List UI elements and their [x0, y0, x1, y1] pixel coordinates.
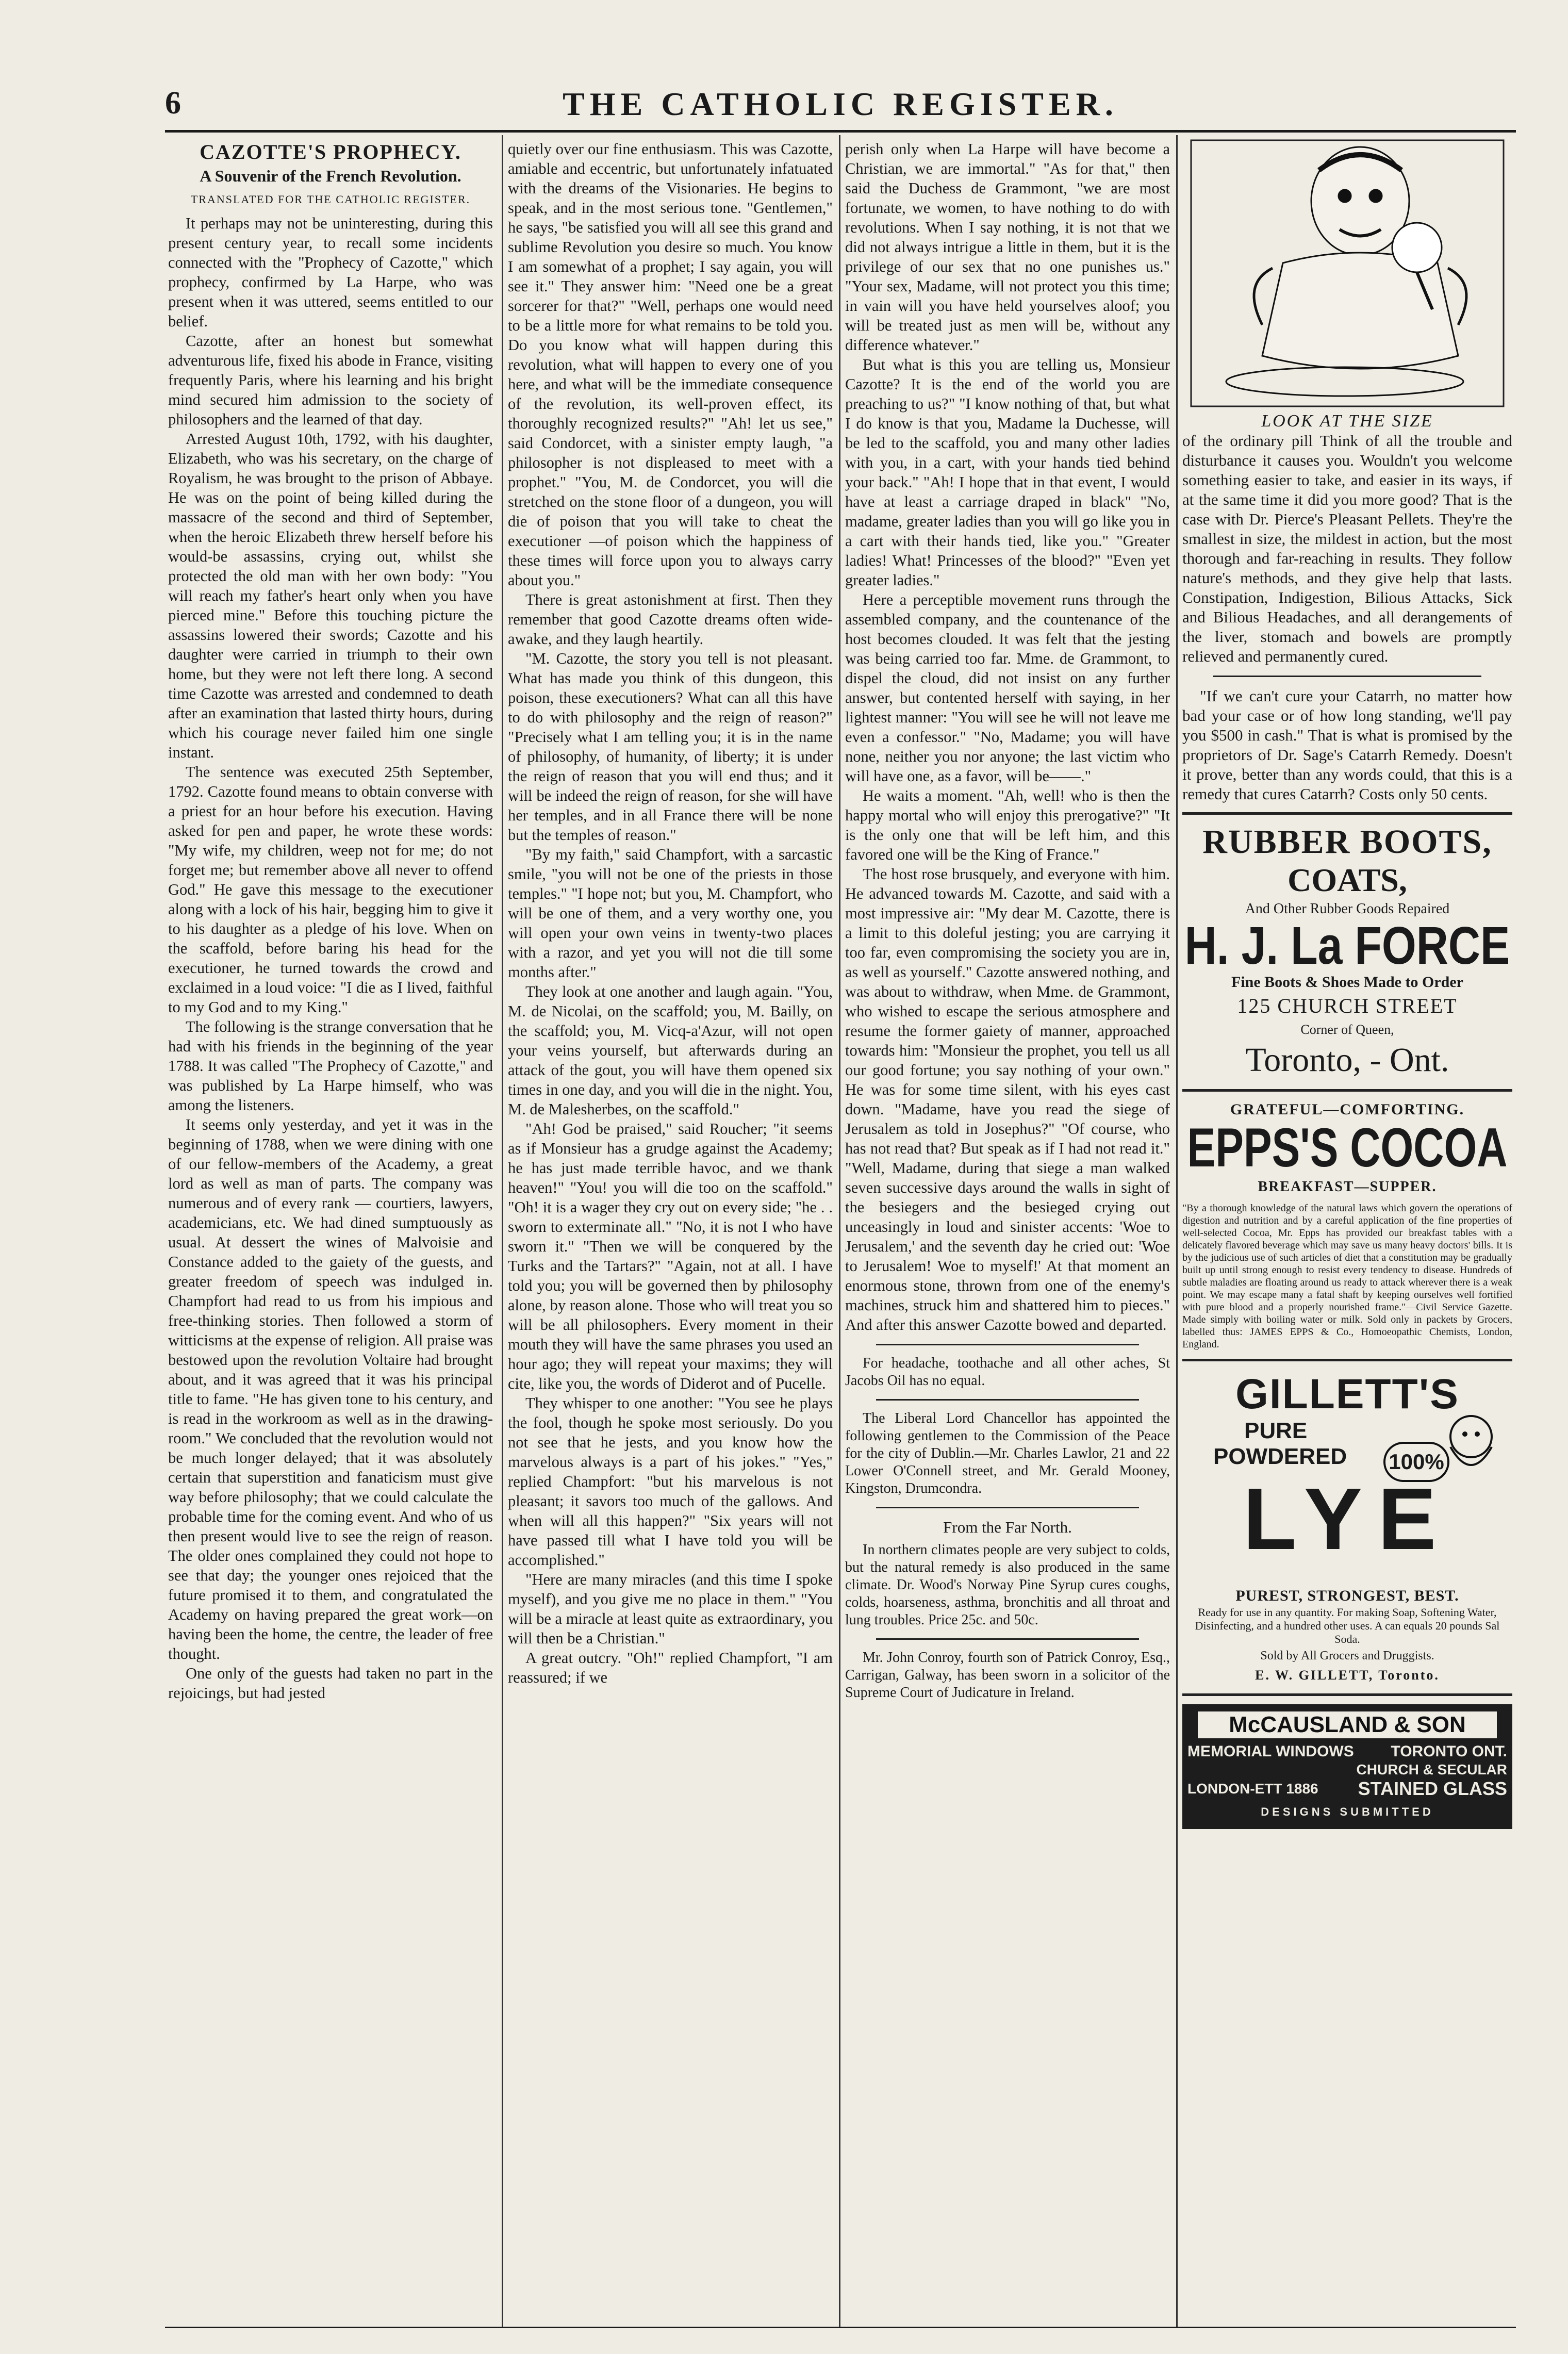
laforce-name: H. J. La FORCE [1184, 916, 1510, 976]
gillett-powdered: POWDERED [1213, 1444, 1347, 1469]
mccausland-ad [1182, 1704, 1512, 1829]
paragraph: "By my faith," said Champfort, with a sarcastic smile, "you will not be one of the priests in those temples." "I hope not; but you, M. Champfort, who will be one of them, and a very worthy one, you will open your own veins in twenty-two places with a razor, and yet you will not die till some months after." [508, 846, 833, 981]
paragraph: Here a perceptible movement runs through the assembled company, and the countenance of the host becomes clouded. It was felt that the jesting was being carried too far. Mme. de Grammont, to dispel the cloud, did not insist on any further answer, but contented herself with saying, in her lightest manner: "You will see he will not leave me even a confessor." "No, Madame; you will have none, neither you nor anyone; the last victim who will have one, as a favor, will be——." [845, 591, 1170, 785]
paper-title: THE CATHOLIC REGISTER. [563, 86, 1118, 122]
gillett-name: GILLETT'S [1235, 1371, 1459, 1418]
laforce-corner: Corner of Queen, [1300, 1022, 1394, 1037]
mccausland-name: McCAUSLAND & SON [1198, 1711, 1497, 1738]
paragraph: "M. Cazotte, the story you tell is not pleasant. What has made you think of this dungeon, this poison, these executioners? What can all this have to do with philosophy and the reign of reason?" "Precisely what I am telling you; it is in the name of philosophy, of humanity, of liberty; it is under the reign of reason that you will end thus; and it will be indeed the reign of reason, for she will have her temples, and in all France there will be none but the temples of reason." [508, 650, 833, 844]
mccausland-memorial: MEMORIAL WINDOWS [1187, 1743, 1354, 1760]
column-divider [502, 135, 503, 2327]
gillett-body: Ready for use in any quantity. For making Soap, Softening Water, Disinfecting, and a hundred other uses. A can equals 20 pounds Sal Soda. [1195, 1606, 1500, 1645]
pierce-ad-heading: LOOK AT THE SIZE [1261, 411, 1433, 431]
paragraph: It seems only yesterday, and yet it was in the beginning of 1788, when we were dining with one of our fellow-members of the Academy, a great lord as well as man of parts. The company was numerous and of every rank — courtiers, lawyers, academicians, etc. We had dined sumptuously as usual. At dessert the wines of Malvoisie and Constance added to the gaiety of the guests, and greater freedom of speech was indulged in. Champfort had read to us from his impious and free-thinking stories. Then followed a storm of witticisms at the expense of religion. All praise was bestowed upon the revolution Voltaire had brought about, and it was agreed that it was his principal title to fame. "He has given tone to his century, and is read in the workroom as well as in the drawing-room." We concluded that the revolution would not be much longer delayed; that it was absolutely certain that superstition and fanaticism must give way before philosophy; that we could calculate the probable time for the coming event. And who of us then present would live to see the reign of reason. The older ones complained they could not hope to see that day; the younger ones rejoiced that the future promised it to them, and congratulated the Academy on having prepared the great work—on having been the home, the centre, the leader of free thought. [168, 1116, 493, 1662]
laforce-address: 125 CHURCH STREET [1237, 994, 1458, 1017]
laforce-city: Toronto, - Ont. [1245, 1041, 1449, 1079]
separator [1213, 676, 1481, 677]
masthead [165, 85, 1516, 126]
mccausland-toronto: TORONTO ONT. [1391, 1743, 1507, 1760]
gillett-lye-ad [1182, 1370, 1512, 1586]
mccausland-stained: STAINED GLASS [1358, 1778, 1507, 1799]
paragraph: Arrested August 10th, 1792, with his daughter, Elizabeth, who was his secretary, on the charge of Royalism, he was brought to the prison of Abbaye. He was on the point of being killed during the massacre of the second and third of September, when the heroic Elizabeth threw herself before his would-be assassins, crying out, whilst she protected the old man with her own body: "You will reach my father's heart only when you have pierced mine." Before this touching picture the assassins lowered their swords; Cazotte and his daughter were carried in triumph to their own home, but they were not left there long. A second time Cazotte was arrested and condemned to death after an examination that lasted thirty hours, during which his courage never failed him one single instant. [168, 430, 493, 761]
paragraph: The following is the strange conversation that he had with his friends in the beginning of the year 1788. It was called "The Prophecy of Cazotte," and was published by La Harpe himself, who was among the listeners. [168, 1018, 493, 1114]
separator [876, 1399, 1139, 1401]
notice-st-jacobs: For headache, toothache and all other aches, St Jacobs Oil has no equal. [845, 1355, 1170, 1389]
ad-rule [1182, 1693, 1512, 1696]
pierce-ad-body: of the ordinary pill Think of all the trouble and disturbance it causes you. Wouldn't you welcome something easier to take, and easier in its ways, if at the same time it did you more good? That is the case with Dr. Pierce's Pleasant Pellets. They're the smallest in size, the mildest in action, but the most thorough and far-reaching in results. They follow nature's methods, and they give help that lasts. Constipation, Indigestion, Bilious Attacks, Sick and Bilious Headaches, and all derangements of the liver, stomach and bowels are promptly relieved and permanently cured. [1182, 432, 1512, 665]
pierce-pill-illustration [1190, 139, 1505, 407]
paragraph: One only of the guests had taken no part in the rejoicings, but had jested [168, 1665, 493, 1702]
epps-breakfast-supper: BREAKFAST—SUPPER. [1258, 1179, 1437, 1195]
bottom-rule [165, 2327, 1516, 2328]
paragraph: The host rose brusquely, and everyone with him. He advanced towards M. Cazotte, and said with a most impressive air: "My dear M. Cazotte, there is a limit to this doleful jesting; you are carrying it too far, even compromising the society you are in, as well as yourself." Cazotte answered nothing, and was about to withdraw, when Mme. de Grammont, who wished to escape the serious atmosphere and resume the former gaiety of manner, approached towards him: "Monsieur the prophet, you tell us all our good fortune; you say nothing of your own." He was for some time silent, with his eyes cast down. "Madame, have you read the siege of Jerusalem as told in Josephus?" "Of course, who has not read that? But speak as if I had not read it." "Well, Madame, during that siege a man walked seven successive days around the walls in sight of the besiegers and the besieged crying out unceasingly in loud and sinister accents: 'Woe to Jerusalem,' and the seventh day he cried out: 'Woe to Jerusalem! Woe to myself!' At that moment an enormous stone, thrown from one of the enemy's machines, struck him and shattered him to pieces." And after this answer Cazotte bowed and departed. [845, 865, 1170, 1334]
ad-rule [1182, 812, 1512, 815]
paragraph: It perhaps may not be uninteresting, during this present century year, to recall some incidents connected with the "Prophecy of Cazotte," which prophecy, confirmed by La Harpe, who was present when it was uttered, seems entitled to our belief. [168, 215, 493, 330]
far-north-heading: From the Far North. [943, 1518, 1072, 1536]
mccausland-london: LONDON-ETT 1886 [1187, 1781, 1318, 1797]
notice-lord-chancellor: The Liberal Lord Chancellor has appointed the following gentlemen to the Commission of the Peace for the city of Dublin.—Mr. Charles Lawlor, 21 and 22 Lower O'Connell street, and Mr. Gerald Mooney, Kingston, Drumcondra. [845, 1410, 1170, 1496]
ad-rule [1182, 1359, 1512, 1361]
column-2 [508, 139, 833, 2326]
mccausland-church: CHURCH & SECULAR [1356, 1762, 1507, 1777]
paragraph: But what is this you are telling us, Monsieur Cazotte? It is the end of the world you are preaching to us?" "I know nothing of that, but what I do know is that you, Madame la Duchesse, will be led to the scaffold, you and many other ladies with you, in a cart, with your hands tied behind your back." "Ah! I hope that in that event, I would have at least a carriage draped in black" "No, madame, greater ladies than you will go like you in a cart with their hands tied, like you." "Greater ladies! What! Princesses of the blood?" "Even yet greater ladies." [845, 356, 1170, 589]
column-divider [839, 135, 840, 2327]
epps-tagline: GRATEFUL—COMFORTING. [1230, 1101, 1465, 1118]
paragraph: quietly over our fine enthusiasm. This was Cazotte, amiable and eccentric, but unfortunately infatuated with the dreams of the Visionaries. He begins to speak, and in the most serious tone. "Gentlemen," he says, "be satisfied you will all see this grand and sublime Revolution you desire so much. You know I am somewhat of a prophet; I say again, you will see it." They answer him: "Need one be a great sorcerer for that?" "Well, perhaps one would need to be a little more for what remains to be told you. Do you know what will happen during this revolution, what will happen to every one of you here, and what will be the immediate consequence of the revolution, its well-proven effect, its thoroughly recognized results?" "Ah! let us see," said Condorcet, with a sinister empty laugh, "a philosopher is not displeased to meet with a prophet." "You, M. de Condorcet, you will die stretched on the stone floor of a dungeon, you will die of poison that you will take to cheat the executioner —of poison which the happiness of these times will force upon you to always carry about you." [508, 140, 833, 589]
paragraph: The sentence was executed 25th September, 1792. Cazotte found means to obtain converse with a priest for an hour before his execution. Having asked for pen and paper, he wrote these words: "My wife, my children, weep not for me; do not forget me; but remember above all never to offend God." He gave this message to the executioner along with a lock of his hair, begging him to give it to his daughter as a pledge of his love. When on the scaffold, before baring his head for the executioner, he turned towards the crowd and exclaimed in a loud voice: "I die as I lived, faithful to my God and to my King." [168, 763, 493, 1016]
gillett-percent-badge: 100% [1383, 1442, 1449, 1482]
column-1 [168, 139, 493, 2326]
laforce-rubber-boots: RUBBER BOOTS, [1202, 823, 1492, 861]
laforce-made-to-order: Fine Boots & Shoes Made to Order [1231, 974, 1463, 991]
epps-body: "By a thorough knowledge of the natural laws which govern the operations of digestion and nutrition and by a careful application of the fine properties of well-selected Cocoa, Mr. Epps has provided our breakfast tables with a delicately flavored beverage which may save us many heavy doctors' bills. It is by the judicious use of such articles of diet that a constitution may be gradually built up until strong enough to resist every tendency to disease. Hundreds of subtle maladies are floating around us ready to attack wherever there is a weak point. We may escape many a fatal shaft by keeping ourselves well fortified with pure blood and a properly nourished frame."—Civil Service Gazette. Made simply with boiling water or milk. Sold only in packets by Grocers, labelled thus: JAMES EPPS & Co., Homoeopathic Chemists, London, England. [1182, 1203, 1512, 1350]
sage-catarrh-ad: "If we can't cure your Catarrh, no matter how bad your case or of how long standing, we'll pay you $500 in cash." That is what is promised by the proprietors of Dr. Sage's Catarrh Remedy. Doesn't it prove, better than any words could, that this is a remedy that cures Catarrh? Costs only 50 cents. [1182, 687, 1512, 803]
gillett-lye: LYE [1243, 1470, 1452, 1568]
epps-cocoa-name: EPPS'S COCOA [1187, 1117, 1508, 1179]
notice-conroy: Mr. John Conroy, fourth son of Patrick Conroy, Esq., Carrigan, Galway, has been sworn in a solicitor of the Supreme Court of Judicature in Ireland. [845, 1650, 1170, 1701]
ad-rule [1182, 1089, 1512, 1092]
paragraph: perish only when La Harpe will have become a Christian, we are immortal." "As for that," then said the Duchess de Grammont, "we are most fortunate, we women, to have nothing to do with revolutions. When I say nothing, it is not that we did not always intrigue a little in them, but it is the privilege of our sex that no one punishes us." "Your sex, Madame, will not protect you this time; in vain will you have held yourselves aloof; you will be treated just as men will be, without any difference whatever." [845, 140, 1170, 354]
separator [876, 1638, 1139, 1640]
gillett-sold: Sold by All Grocers and Druggists. [1260, 1649, 1434, 1662]
paragraph: "Ah! God be praised," said Roucher; "it seems as if Monsieur has a grudge against the Academy; he has just made terrible havoc, and we thank heaven!" "You! you will die too on the scaffold." "Oh! it is a wager they cry out on every side; "he . . sworn to exterminate all." "No, it is not I who have sworn it." "Then we will be conquered by the Turks and the Tartars?" "Again, not at all. I have told you; you will be governed then by philosophy alone, by reason alone. Those who will treat you so will be all philosophers. Every moment in their mouth they will have the same phrases you used an hour ago; they will repeat your maxims; they will cite, like you, the words of Diderot and of Pucelle. [508, 1120, 833, 1392]
article-subhead: A Souvenir of the French Revolution. [200, 167, 461, 185]
paragraph: There is great astonishment at first. Then they remember that good Cazotte dreams often wide-awake, and they laugh heartily. [508, 591, 833, 648]
masthead-rule [165, 130, 1516, 133]
far-north-body: In northern climates people are very subject to colds, but the natural remedy is also produced in the same climate. Dr. Wood's Norway Pine Syrup cures coughs, colds, hoarseness, asthma, bronchitis and all throat and lung troubles. Price 25c. and 50c. [845, 1542, 1170, 1628]
page-number: 6 [165, 86, 181, 121]
gillett-pure: PURE [1244, 1418, 1308, 1443]
separator [876, 1507, 1139, 1508]
laforce-repaired: And Other Rubber Goods Repaired [1245, 901, 1450, 917]
article-kicker: TRANSLATED FOR THE CATHOLIC REGISTER. [190, 193, 471, 206]
mccausland-designs: DESIGNS SUBMITTED [1261, 1805, 1434, 1818]
paragraph: Cazotte, after an honest but somewhat adventurous life, fixed his abode in France, visiting frequently Paris, where his learning and his bright mind secured him admission to the society of philosophers and the learned of that day. [168, 332, 493, 428]
paragraph: He waits a moment. "Ah, well! who is then the happy mortal who will enjoy this prerogative?" "It is the only one that will be left him, and this favored one will be the King of France." [845, 787, 1170, 863]
paragraph: They look at one another and laugh again. "You, M. de Nicolai, on the scaffold; you, M. Bailly, on the scaffold; you, M. Vicq-a'Azur, will not open your veins yourself, but afterwards during an attack of the gout, you will have them opened six times in one day, and you will die in the night. You, M. de Malesherbes, on the scaffold." [508, 983, 833, 1118]
paragraph: "Here are many miracles (and this time I spoke myself), and you give me no place in them." "You will be a miracle at least quite as extraordinary, you will then be a Christian." [508, 1571, 833, 1647]
column-divider [1176, 135, 1178, 2327]
column-3 [845, 139, 1170, 2326]
column-4-advertisements [1182, 139, 1512, 2326]
separator [876, 1344, 1139, 1345]
laforce-coats: COATS, [1288, 862, 1407, 898]
paragraph: They whisper to one another: "You see he plays the fool, though he spoke most seriously. Do you not see that he jests, and you know how the marvelous always is a part of his jokes." "Yes," replied Champfort: "but his marvelous is not pleasant; it savors too much of the gallows. And when will all this happen?" "Six years will not have passed till what I have told you will be accomplished." [508, 1394, 833, 1569]
gillett-tagline: PUREST, STRONGEST, BEST. [1235, 1587, 1459, 1604]
article-headline: CAZOTTE'S PROPHECY. [200, 140, 461, 163]
paragraph: A great outcry. "Oh!" replied Champfort, "I am reassured; if we [508, 1649, 833, 1686]
gillett-maker: E. W. GILLETT, Toronto. [1255, 1668, 1440, 1683]
